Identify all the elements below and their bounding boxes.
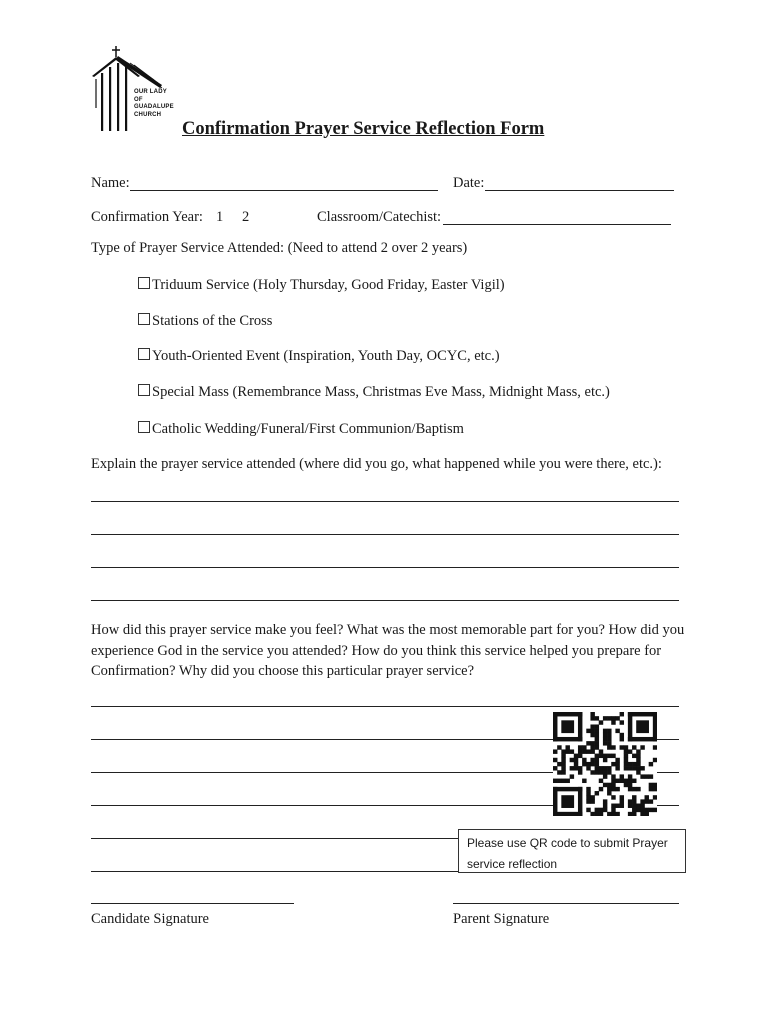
option-label: Youth-Oriented Event (Inspiration, Youth Day, OCYC, etc.) <box>152 348 500 364</box>
option-special-mass[interactable] <box>138 384 610 401</box>
option-label: Triduum Service (Holy Thursday, Good Friday, Easter Vigil) <box>152 277 505 293</box>
candidate-signature-label: Candidate Signature <box>91 911 209 927</box>
explain-line[interactable] <box>91 501 679 502</box>
option-sacrament[interactable] <box>138 421 464 438</box>
name-field[interactable] <box>130 190 438 191</box>
logo-line-4: CHURCH <box>134 111 162 118</box>
option-label: Special Mass (Remembrance Mass, Christmas Eve Mass, Midnight Mass, etc.) <box>152 384 610 400</box>
option-label: Catholic Wedding/Funeral/First Communion/Baptism <box>152 421 464 437</box>
reflection-prompt: How did this prayer service make you feel? What was the most memorable part for you? How did you experience God in the service you attended? How do you think this service helped you prepare for Confirmation? Why did you choose this particular prayer service? <box>91 622 685 679</box>
classroom-catechist-field[interactable] <box>443 224 671 225</box>
year-option-1[interactable]: 1 <box>216 209 224 225</box>
explain-prompt: Explain the prayer service attended (where did you go, what happened while you were there, etc.): <box>91 456 662 472</box>
logo-line-1: OUR LADY <box>134 89 167 95</box>
classroom-catechist-label: Classroom/Catechist: <box>317 209 442 225</box>
confirmation-year-label: Confirmation Year: <box>91 209 203 225</box>
checkbox[interactable] <box>138 277 150 289</box>
qr-code[interactable] <box>553 712 657 816</box>
service-type-prompt: Type of Prayer Service Attended: (Need to attend 2 over 2 years) <box>91 240 468 256</box>
checkbox[interactable] <box>138 421 150 433</box>
option-stations[interactable] <box>138 313 272 330</box>
checkbox[interactable] <box>138 348 150 360</box>
reflection-line[interactable] <box>91 706 679 707</box>
qr-code-icon <box>553 712 657 816</box>
year-option-2[interactable]: 2 <box>242 209 250 225</box>
church-logo <box>88 46 184 138</box>
qr-note: Please use QR code to submit Prayer service reflection <box>458 829 686 873</box>
logo-line-3: GUADALUPE <box>134 104 174 110</box>
option-triduum[interactable] <box>138 277 505 294</box>
candidate-signature-line[interactable] <box>91 903 294 904</box>
date-label: Date: <box>453 175 485 191</box>
explain-line[interactable] <box>91 534 679 535</box>
checkbox[interactable] <box>138 313 150 325</box>
explain-line[interactable] <box>91 600 679 601</box>
option-label: Stations of the Cross <box>152 313 273 329</box>
parent-signature-label: Parent Signature <box>453 911 550 927</box>
option-youth-event[interactable] <box>138 348 500 365</box>
page-title: Confirmation Prayer Service Reflection Form <box>182 119 545 139</box>
parent-signature-line[interactable] <box>453 903 679 904</box>
name-label: Name: <box>91 175 130 191</box>
logo-line-2: OF <box>134 96 143 103</box>
explain-line[interactable] <box>91 567 679 568</box>
date-field[interactable] <box>485 190 674 191</box>
checkbox[interactable] <box>138 384 150 396</box>
